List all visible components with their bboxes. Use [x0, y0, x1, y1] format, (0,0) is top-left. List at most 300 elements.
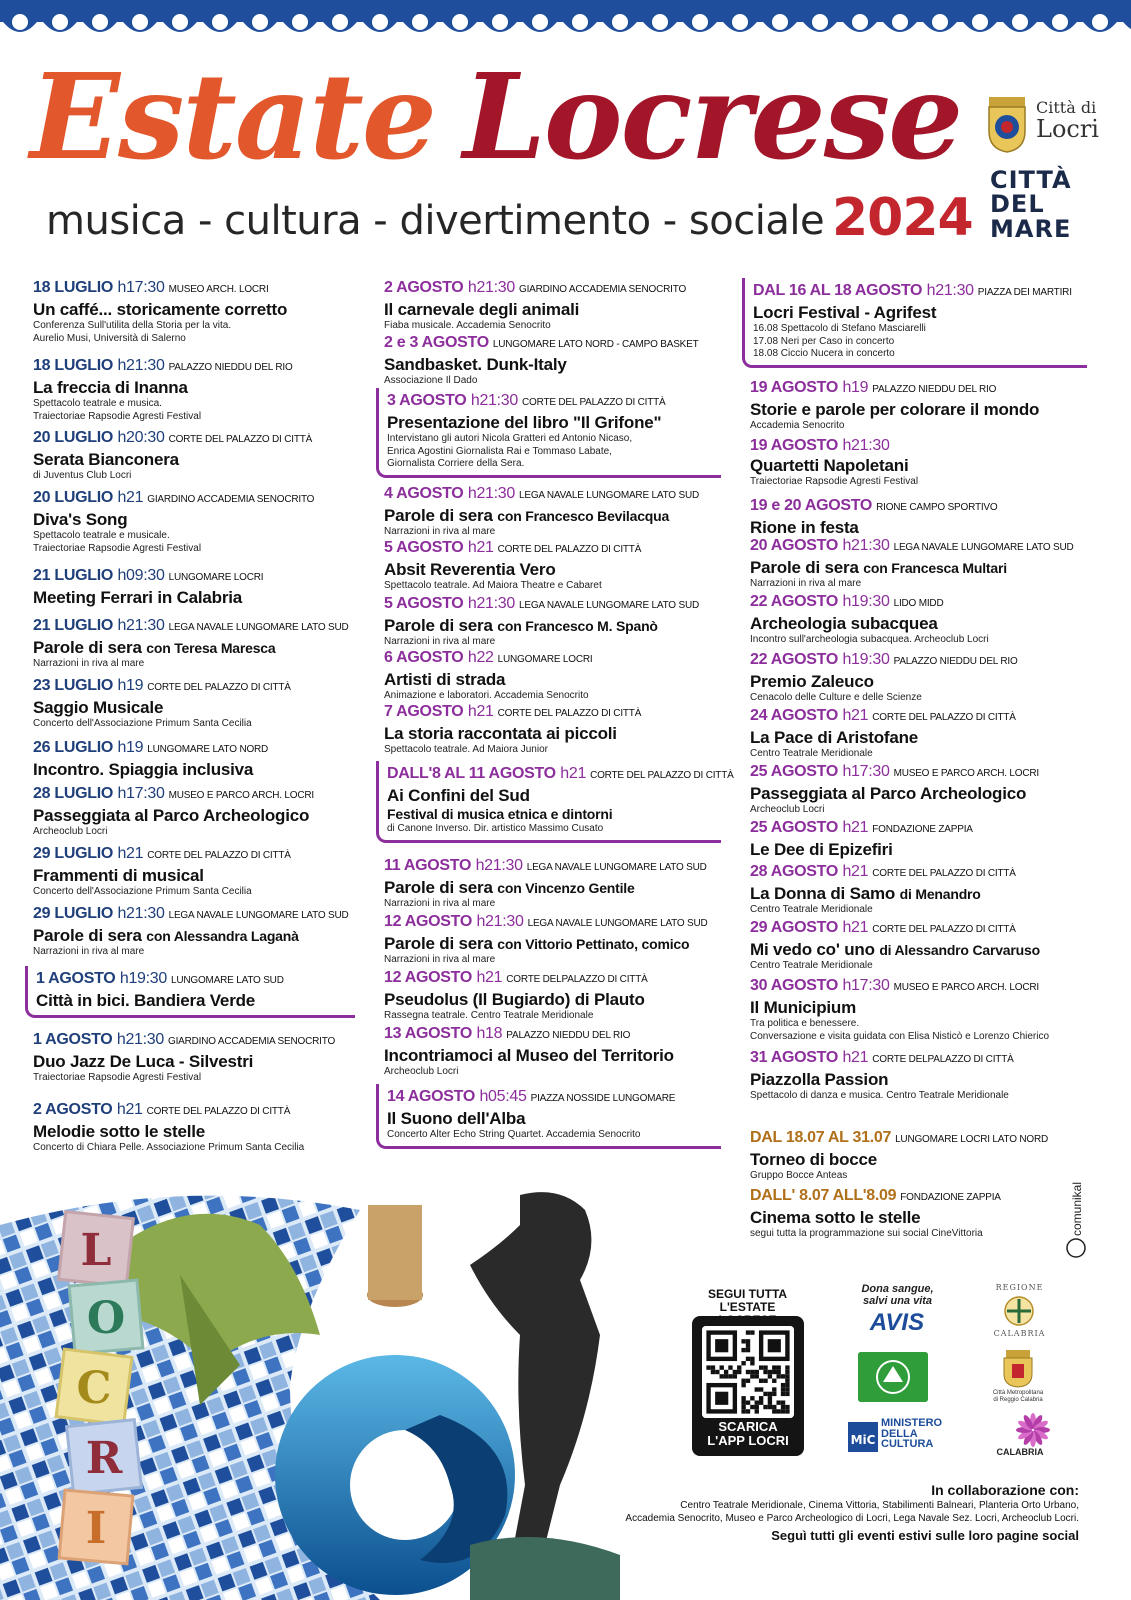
- event-time: h18: [476, 1025, 503, 1042]
- event-description: Animazione e laboratori. Accademia Senocrito: [384, 690, 589, 701]
- event-header: [33, 904, 363, 926]
- event-title-text: Le Dee di Epizefiri: [750, 840, 893, 859]
- qr-module: [733, 1374, 737, 1378]
- event-time: h21: [117, 845, 144, 862]
- wave-curl: [452, 14, 468, 30]
- event-header: [750, 592, 1095, 614]
- event-item[interactable]: [33, 1100, 363, 1155]
- event-title: [33, 698, 363, 718]
- event-time: h21:30: [470, 392, 518, 409]
- event-title: [750, 456, 1095, 476]
- qr-module: [741, 1405, 745, 1409]
- event-item[interactable]: [33, 738, 363, 780]
- event-time: h19: [117, 677, 144, 694]
- event-header: [387, 391, 715, 413]
- event-item[interactable]: [33, 428, 363, 483]
- qr-module: [785, 1405, 789, 1409]
- citta-metropolitana-crest-icon: [1000, 1350, 1036, 1388]
- event-venue: PIAZZA DEI MARTIRI: [977, 287, 1072, 298]
- event-title-text: Quartetti Napoletani: [750, 456, 909, 475]
- qr-module: [785, 1387, 789, 1391]
- event-date: 5 AGOSTO: [384, 539, 464, 556]
- event-title: [33, 866, 363, 886]
- event-header: [384, 912, 729, 934]
- event-description: Concerto di Chiara Pelle. Associazione Primum Santa Cecilia: [33, 1142, 305, 1153]
- event-venue: MUSEO E PARCO ARCH. LOCRI: [168, 790, 314, 801]
- event-title-by: con Vincenzo Gentile: [497, 880, 635, 896]
- event-title-text: Locri Festival - Agrifest: [753, 303, 937, 322]
- event-title: [384, 878, 729, 898]
- event-item[interactable]: [384, 702, 729, 757]
- event-venue: GIARDINO ACCADEMIA SENOCRITO: [519, 284, 687, 295]
- citta-del-mare-line: MARE: [990, 214, 1072, 243]
- qr-module: [741, 1383, 745, 1387]
- event-header: [387, 764, 734, 786]
- event-description: Gruppo Bocce Anteas: [750, 1170, 848, 1181]
- event-item[interactable]: [25, 966, 355, 1018]
- qr-module: [720, 1365, 724, 1369]
- event-description: Enrica Agostini Giornalista Rai e Tommaso Labate,: [387, 445, 612, 457]
- event-title-text: Il carnevale degli animali: [384, 300, 580, 319]
- event-time: h19: [842, 379, 869, 396]
- citta-metropolitana-text: [985, 1390, 1051, 1404]
- event-item[interactable]: [33, 1030, 363, 1085]
- event-item[interactable]: [33, 844, 363, 899]
- qr-module: [759, 1400, 763, 1404]
- event-venue: CORTE DEL PALAZZO DI CITTÀ: [168, 434, 313, 445]
- event-title-text: Incontro. Spiaggia inclusiva: [33, 760, 254, 779]
- event-title-text: Storie e parole per colorare il mondo: [750, 400, 1040, 419]
- qr-module: [768, 1370, 772, 1374]
- event-item[interactable]: [750, 762, 1095, 817]
- event-venue: CORTE DEL PALAZZO DI CITTÀ: [872, 712, 1016, 723]
- event-header: [384, 968, 729, 990]
- qr-module: [763, 1379, 767, 1383]
- wave-curl: [292, 14, 308, 30]
- qr-module: [763, 1392, 767, 1396]
- event-item[interactable]: [384, 1024, 729, 1079]
- event-time: h21: [117, 489, 144, 506]
- event-title-text: Premio Zaleuco: [750, 672, 874, 691]
- qr-module: [715, 1339, 728, 1352]
- wave-curl: [92, 14, 108, 30]
- event-description: Centro Teatrale Meridionale: [750, 960, 873, 971]
- event-description: 18.08 Ciccio Nucera in concerto: [753, 348, 895, 359]
- event-time: h20:30: [117, 429, 165, 446]
- letter-block-i: I: [85, 1503, 107, 1554]
- event-date: 21 LUGLIO: [33, 617, 113, 634]
- event-item[interactable]: [750, 918, 1095, 973]
- event-description: Centro Teatrale Meridionale: [750, 748, 873, 759]
- qr-module: [750, 1396, 754, 1400]
- qr-module: [772, 1387, 776, 1391]
- event-time: h05:45: [479, 1088, 527, 1105]
- event-date: 2 AGOSTO: [33, 1101, 113, 1118]
- event-item[interactable]: [384, 278, 729, 333]
- event-title: [384, 616, 729, 636]
- qr-module: [706, 1365, 710, 1369]
- event-date: DAL 16 AL 18 AGOSTO: [753, 282, 923, 299]
- event-title: [384, 724, 729, 744]
- event-title: [33, 806, 363, 826]
- event-title-by: con Francesco M. Spanò: [497, 618, 658, 634]
- event-description: Narrazioni in riva al mare: [750, 578, 862, 589]
- event-time: h21: [842, 863, 869, 880]
- regione-calabria-shield-icon: [1003, 1295, 1035, 1327]
- qr-code-icon[interactable]: [702, 1326, 794, 1418]
- collaboration-footer: [559, 1482, 1079, 1545]
- metro-line: Città Metropolitana: [992, 1390, 1044, 1396]
- event-title: [33, 378, 363, 398]
- event-item[interactable]: [750, 592, 1095, 647]
- event-date: 31 AGOSTO: [750, 1049, 838, 1066]
- event-time: h21:30: [926, 282, 974, 299]
- event-item[interactable]: [384, 648, 729, 703]
- qr-module: [750, 1370, 754, 1374]
- qr-heading-line: L'ESTATE: [719, 1300, 776, 1314]
- event-header: [753, 281, 1081, 303]
- event-venue: LUNGOMARE LATO NORD - CAMPO BASKET: [492, 339, 699, 350]
- event-header: [384, 484, 729, 506]
- event-venue: LUNGOMARE LATO SUD: [171, 975, 284, 986]
- event-title: [750, 1208, 1095, 1228]
- event-header: [384, 538, 729, 560]
- event-item[interactable]: [33, 488, 363, 555]
- event-description: di Canone Inverso. Dir. artistico Massimo Cusato: [387, 823, 604, 834]
- event-subtitle: Festival di musica etnica e dintorni: [387, 806, 613, 822]
- event-title-text: Archeologia subacquea: [750, 614, 938, 633]
- qr-module: [755, 1405, 759, 1409]
- event-venue: PALAZZO NIEDDU DEL RIO: [872, 384, 997, 395]
- event-item[interactable]: [33, 278, 363, 345]
- event-venue: LEGA NAVALE LUNGOMARE LATO SUD: [519, 490, 699, 501]
- event-title-text: Frammenti di musical: [33, 866, 204, 885]
- event-item[interactable]: [750, 1048, 1095, 1103]
- event-item[interactable]: [750, 818, 1095, 860]
- event-title-by: con Francesca Multari: [863, 560, 1007, 576]
- event-item[interactable]: [33, 784, 363, 839]
- event-date: 25 AGOSTO: [750, 763, 838, 780]
- citta-del-mare-line: CITTÀ: [990, 166, 1072, 194]
- qr-module: [759, 1365, 763, 1369]
- event-item[interactable]: [750, 1186, 1095, 1241]
- qr-module: [785, 1409, 789, 1413]
- event-header: [750, 1128, 1095, 1150]
- event-item[interactable]: [376, 1084, 721, 1149]
- event-description: segui tutta la programmazione sui social CineVittoria: [750, 1228, 983, 1239]
- event-title-text: Parole di sera: [384, 878, 493, 897]
- event-title-text: Ai Confini del Sud: [387, 786, 530, 805]
- qr-module: [746, 1379, 750, 1383]
- event-date: 20 LUGLIO: [33, 429, 113, 446]
- year: 2024: [832, 188, 973, 248]
- qr-module: [759, 1379, 763, 1383]
- event-title: [750, 728, 1095, 748]
- event-date: 1 AGOSTO: [36, 970, 116, 987]
- qr-module: [737, 1365, 741, 1369]
- event-item[interactable]: [750, 650, 1095, 705]
- event-description: Accademia Senocrito: [750, 420, 845, 431]
- app-download-line: SCARICA: [718, 1419, 778, 1434]
- event-title-text: Parole di sera: [750, 558, 859, 577]
- event-venue: CORTE DEL PALAZZO DI CITTÀ: [497, 708, 642, 719]
- citta-del-mare-logo: [990, 168, 1090, 241]
- event-time: h21: [560, 765, 587, 782]
- metro-line: di Reggio Calabria: [993, 1397, 1043, 1403]
- qr-module: [772, 1379, 776, 1383]
- event-time: h21:30: [467, 485, 515, 502]
- wave-curl: [732, 14, 748, 30]
- event-description: Traiectoriae Rapsodie Agresti Festival: [33, 1072, 202, 1083]
- qr-module: [746, 1357, 750, 1361]
- event-venue: LEGA NAVALE LUNGOMARE LATO SUD: [527, 918, 708, 929]
- event-time: h17:30: [117, 279, 165, 296]
- wave-border: [0, 0, 1131, 42]
- event-header: [750, 436, 1095, 456]
- qr-module: [785, 1383, 789, 1387]
- event-description: Conferenza Sull'utilita della Storia per la vita.: [33, 320, 232, 331]
- event-item[interactable]: [33, 356, 363, 423]
- event-venue: CORTE DEL PALAZZO DI CITTÀ: [872, 868, 1016, 879]
- event-item[interactable]: [750, 378, 1095, 433]
- qr-module: [759, 1387, 763, 1391]
- event-title: [33, 638, 363, 658]
- event-item[interactable]: [750, 496, 1095, 538]
- event-description: Giornalista Corriere della Sera.: [387, 458, 525, 469]
- event-item[interactable]: [750, 706, 1095, 761]
- event-description: Archeoclub Locri: [33, 826, 108, 837]
- event-date: 29 LUGLIO: [33, 845, 113, 862]
- event-time: h09:30: [117, 567, 165, 584]
- event-item[interactable]: [384, 968, 729, 1023]
- event-description: Concerto Alter Echo String Quartet. Accademia Senocrito: [387, 1129, 641, 1140]
- event-title-text: Piazzolla Passion: [750, 1070, 889, 1089]
- event-item[interactable]: [742, 278, 1087, 368]
- event-header: [33, 278, 363, 300]
- qr-module: [750, 1330, 754, 1334]
- event-title: [750, 400, 1095, 420]
- event-item[interactable]: [384, 856, 729, 911]
- event-item[interactable]: [384, 538, 729, 593]
- event-venue: CORTE DEL PALAZZO DI CITTÀ: [147, 850, 291, 861]
- event-time: h21: [842, 819, 869, 836]
- event-title-by: con Francesco Bevilacqua: [497, 508, 670, 524]
- event-date: 28 AGOSTO: [750, 863, 838, 880]
- event-title-text: Parole di sera: [384, 506, 493, 525]
- event-title: [387, 1109, 715, 1129]
- city-logo-line2: Locri: [1036, 114, 1099, 143]
- mic-line: CULTURA: [881, 1438, 934, 1450]
- event-description: Spettacolo di danza e musica. Centro Teatrale Meridionale: [750, 1090, 1009, 1101]
- event-item[interactable]: [376, 761, 734, 843]
- qr-module: [733, 1370, 737, 1374]
- qr-module: [746, 1370, 750, 1374]
- event-date: 12 AGOSTO: [384, 913, 472, 930]
- event-venue: CORTE DEL PALAZZO DI CITTÀ: [522, 397, 666, 408]
- qr-module: [785, 1392, 789, 1396]
- event-description: Narrazioni in riva al mare: [384, 954, 496, 965]
- event-description: Spettacolo teatrale e musica.: [33, 398, 162, 409]
- event-item[interactable]: [33, 616, 363, 671]
- qr-module: [772, 1405, 776, 1409]
- wave-curl: [612, 14, 628, 30]
- event-time: h21:30: [842, 537, 890, 554]
- qr-module: [768, 1396, 772, 1400]
- event-date: 26 LUGLIO: [33, 739, 113, 756]
- event-description: Concerto dell'Associazione Primum Santa Cecilia: [33, 718, 252, 729]
- qr-module: [755, 1387, 759, 1391]
- letter-block-r: R: [85, 1433, 123, 1484]
- event-date: 19 AGOSTO: [750, 437, 838, 454]
- event-title: [384, 560, 729, 580]
- app-download-card[interactable]: [692, 1316, 804, 1456]
- wave-crest: [1120, 18, 1131, 32]
- event-item[interactable]: [384, 912, 729, 967]
- wave-curl: [412, 14, 428, 30]
- qr-module: [741, 1339, 745, 1343]
- event-title-text: La Donna di Samo: [750, 884, 896, 903]
- event-title: [750, 784, 1095, 804]
- event-item[interactable]: [750, 1128, 1095, 1183]
- event-header: [33, 844, 363, 866]
- qr-module: [781, 1405, 785, 1409]
- event-title: [33, 760, 363, 780]
- event-time: h21:30: [117, 617, 165, 634]
- event-item[interactable]: [384, 333, 729, 388]
- event-venue: LEGA NAVALE LUNGOMARE LATO SUD: [168, 910, 349, 921]
- event-venue: CORTE DEL PALAZZO DI CITTÀ: [590, 770, 734, 781]
- event-date: 5 AGOSTO: [384, 595, 464, 612]
- wave-curl: [1012, 14, 1028, 30]
- event-venue: PALAZZO NIEDDU DEL RIO: [506, 1030, 631, 1041]
- event-description: 16.08 Spettacolo di Stefano Masciarelli: [753, 323, 926, 334]
- qr-module: [724, 1370, 728, 1374]
- event-title-text: Parole di sera: [384, 934, 493, 953]
- city-logo-text: [1036, 100, 1099, 142]
- qr-module: [776, 1409, 780, 1413]
- event-header: [33, 428, 363, 450]
- qr-module: [746, 1344, 750, 1348]
- event-item[interactable]: [384, 594, 729, 649]
- event-venue: LUNGOMARE LATO NORD: [147, 744, 269, 755]
- event-title-text: Diva's Song: [33, 510, 128, 529]
- event-title: [33, 1052, 363, 1072]
- event-header: [750, 976, 1095, 998]
- event-date: 11 AGOSTO: [384, 857, 472, 874]
- qr-module: [741, 1409, 745, 1413]
- event-date: 20 AGOSTO: [750, 537, 838, 554]
- wave-curl: [492, 14, 508, 30]
- event-title: [384, 670, 729, 690]
- app-download-text: [692, 1420, 804, 1448]
- event-header: [33, 488, 363, 510]
- event-header: [750, 536, 1095, 558]
- event-description: Concerto dell'Associazione Primum Santa Cecilia: [33, 886, 252, 897]
- event-item[interactable]: [750, 976, 1095, 1043]
- event-venue: GIARDINO ACCADEMIA SENOCRITO: [168, 1036, 336, 1047]
- wave-curl: [892, 14, 908, 30]
- event-time: h21:30: [467, 595, 515, 612]
- event-venue: PIAZZA NOSSIDE LUNGOMARE: [530, 1093, 676, 1104]
- wave-curl: [172, 14, 188, 30]
- event-header: [33, 566, 363, 588]
- event-venue: LUNGOMARE LOCRI LATO NORD: [895, 1134, 1049, 1145]
- letter-block-c: C: [76, 1363, 112, 1414]
- event-title: [387, 786, 715, 806]
- event-description: Centro Teatrale Meridionale: [750, 904, 873, 915]
- event-item[interactable]: [750, 436, 1095, 489]
- event-title-text: Artisti di strada: [384, 670, 506, 689]
- event-title: [33, 588, 363, 608]
- event-description: Narrazioni in riva al mare: [384, 526, 496, 537]
- event-title-text: Sandbasket. Dunk-Italy: [384, 355, 567, 374]
- qr-module: [772, 1409, 776, 1413]
- qr-module: [715, 1392, 728, 1405]
- event-venue: CORTE DEL PALAZZO DI CITTÀ: [497, 544, 642, 555]
- event-description: Narrazioni in riva al mare: [384, 636, 496, 647]
- event-item[interactable]: [750, 862, 1095, 917]
- event-title: [750, 1150, 1095, 1170]
- event-item[interactable]: [33, 566, 363, 608]
- event-item[interactable]: [376, 388, 721, 478]
- qr-module: [746, 1339, 750, 1343]
- event-title: [33, 1122, 363, 1142]
- qr-module: [759, 1396, 763, 1400]
- event-header: [750, 818, 1095, 840]
- event-item[interactable]: [33, 676, 363, 731]
- event-venue: CORTE DELPALAZZO DI CITTÀ: [872, 1054, 1014, 1065]
- event-date: 14 AGOSTO: [387, 1088, 475, 1105]
- qr-module: [741, 1361, 745, 1365]
- event-description: Rassegna teatrale. Centro Teatrale Meridionale: [384, 1010, 594, 1021]
- event-venue: LEGA NAVALE LUNGOMARE LATO SUD: [893, 542, 1074, 553]
- event-description: Spettacolo teatrale. Ad Maiora Theatre e Cabaret: [384, 580, 602, 591]
- event-title-text: Torneo di bocce: [750, 1150, 878, 1169]
- wave-curl: [332, 14, 348, 30]
- event-title: [36, 991, 349, 1011]
- event-title: [750, 840, 1095, 860]
- event-header: [750, 496, 1095, 518]
- event-time: h21: [842, 919, 869, 936]
- event-header: [750, 1186, 1095, 1208]
- event-venue: MUSEO E PARCO ARCH. LOCRI: [893, 982, 1039, 993]
- event-title-text: Cinema sotto le stelle: [750, 1208, 921, 1227]
- event-venue: LEGA NAVALE LUNGOMARE LATO SUD: [519, 600, 699, 611]
- event-title: [750, 998, 1095, 1018]
- qr-module: [711, 1365, 715, 1369]
- event-time: h17:30: [117, 785, 165, 802]
- event-item[interactable]: [33, 904, 363, 959]
- event-time: h17:30: [842, 763, 890, 780]
- qr-module: [776, 1370, 780, 1374]
- event-venue: RIONE CAMPO SPORTIVO: [876, 502, 998, 513]
- qr-module: [750, 1374, 754, 1378]
- citta-del-mare-line: DEL: [990, 190, 1045, 219]
- event-description: Traiectoriae Rapsodie Agresti Festival: [33, 410, 202, 422]
- event-time: h21: [842, 1049, 869, 1066]
- event-item[interactable]: [750, 536, 1095, 591]
- event-title: [750, 558, 1095, 578]
- event-time: h17:30: [842, 977, 890, 994]
- event-title-by: con Vittorio Pettinato, comico: [497, 936, 690, 952]
- event-title: [750, 1070, 1095, 1090]
- event-header: [387, 1087, 715, 1109]
- wave-curl: [1092, 14, 1108, 30]
- event-item[interactable]: [384, 484, 729, 539]
- event-title-text: Passeggiata al Parco Archeologico: [750, 784, 1027, 803]
- svg-text:MiC: MiC: [850, 1433, 876, 1447]
- event-time: h21:30: [116, 1031, 164, 1048]
